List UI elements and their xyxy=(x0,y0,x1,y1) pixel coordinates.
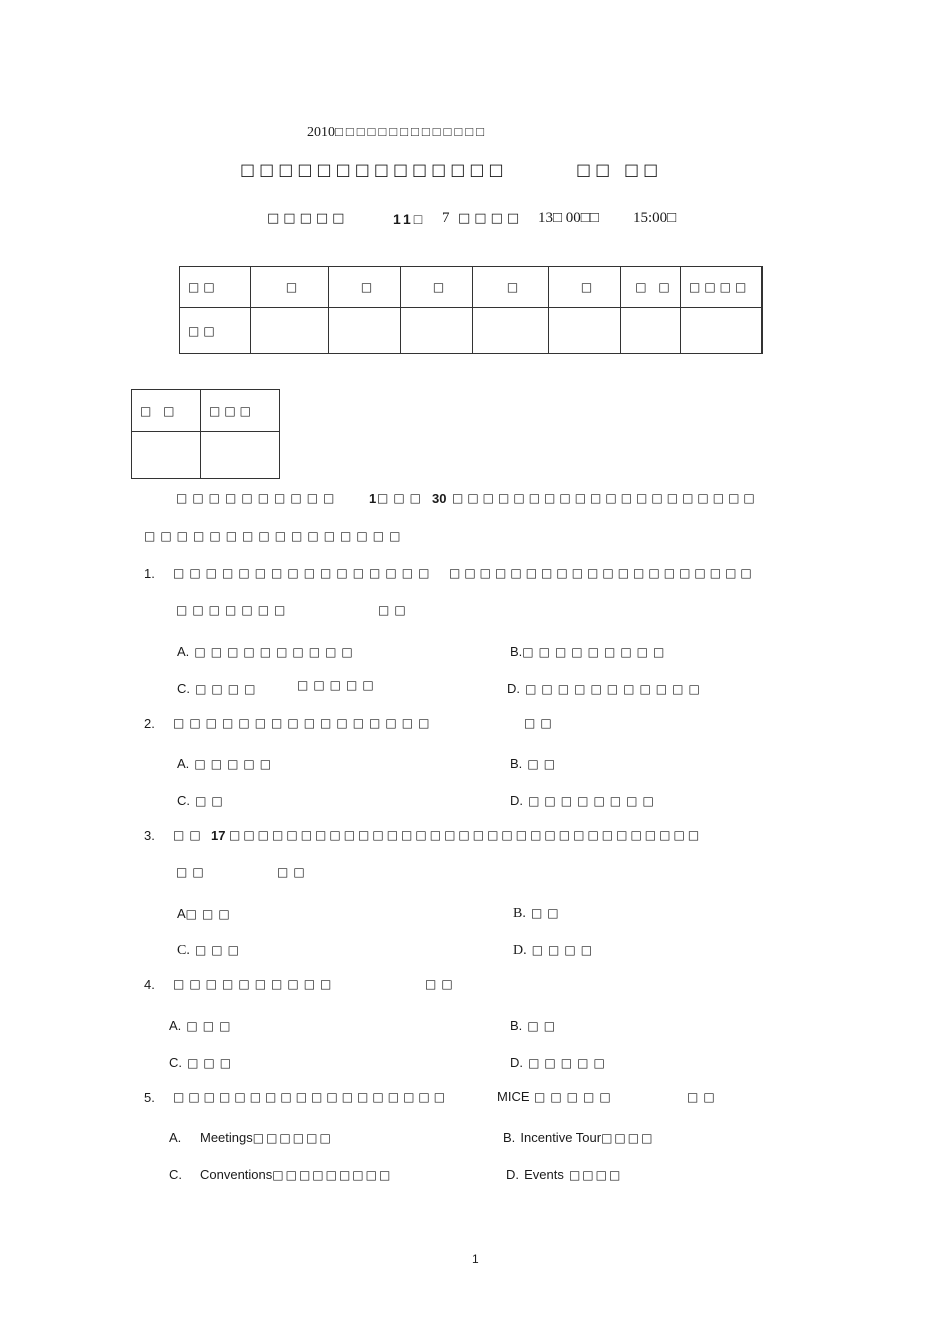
option-label: C. xyxy=(177,681,190,696)
grader-table-cell: □□□ xyxy=(201,390,280,432)
score-table-header-cell: □ xyxy=(251,267,329,308)
question-number: 4. xyxy=(144,977,155,992)
question-text-mice: MICE xyxy=(497,1089,530,1104)
option-d[interactable] xyxy=(506,1164,622,1183)
option-label: D. xyxy=(513,943,527,958)
option-text: □□□□□ xyxy=(528,1056,610,1070)
option-b[interactable] xyxy=(510,1015,560,1034)
option-a[interactable] xyxy=(177,903,235,922)
score-cell[interactable] xyxy=(549,308,621,354)
option-text: □□□□ xyxy=(531,943,598,957)
option-c[interactable] xyxy=(177,790,228,809)
option-text: □□□□ xyxy=(568,1168,623,1182)
option-label: A. xyxy=(177,756,190,771)
option-label: C. xyxy=(177,943,190,958)
option-d[interactable] xyxy=(510,1052,610,1071)
question-number: 2. xyxy=(144,716,155,731)
question-text: □□□□□□□□□□□□□□□□ xyxy=(173,716,435,730)
grader-signature-cell[interactable] xyxy=(201,432,280,479)
question-text: □□ xyxy=(173,828,206,842)
score-table-score-row xyxy=(180,308,763,354)
score-cell[interactable] xyxy=(251,308,329,354)
option-label: B. xyxy=(513,906,526,921)
score-table xyxy=(179,266,763,354)
exam-time-end: 15:00□ xyxy=(633,210,677,226)
question-text: □□□□□□□□□□□□□□□□□□□□□□□□□□□□□□□□□ xyxy=(229,828,703,842)
option-text: □□□□□ xyxy=(194,757,277,771)
option-text-english: Events xyxy=(524,1167,564,1182)
question-text-number: 17 xyxy=(211,828,226,843)
option-d[interactable] xyxy=(513,939,597,959)
score-table-header-cell: □ xyxy=(329,267,401,308)
score-table-header-cell: □ xyxy=(549,267,621,308)
answer-blank: □□ xyxy=(524,716,557,730)
instructions-line1-b: 1 xyxy=(369,491,377,506)
exam-code-label: □□ xyxy=(576,160,615,179)
option-text: □□□ xyxy=(186,1019,236,1033)
option-c[interactable] xyxy=(177,678,260,697)
option-d[interactable] xyxy=(507,678,705,697)
grader-score-cell[interactable] xyxy=(132,432,201,479)
exam-subject-title: □□□□□□□□□□□□□□ xyxy=(240,160,508,179)
exam-year: 2010 xyxy=(307,125,335,140)
option-text: □□□□ xyxy=(195,682,261,696)
instructions-line2: □□□□□□□□□□□□□□□□ xyxy=(144,529,406,543)
option-label: B. xyxy=(510,756,523,771)
question-text: □□□□□□□□□□□□□□□□□□ xyxy=(173,1090,450,1104)
score-table-header-cell: □ xyxy=(473,267,549,308)
instructions-line1-a: □□□□□□□□□□ xyxy=(176,491,340,505)
answer-blank: □□ xyxy=(378,603,411,617)
option-label: D. xyxy=(510,1055,523,1070)
exam-code-value: □□ xyxy=(624,160,663,179)
option-label: B. xyxy=(510,1018,523,1033)
option-a-text[interactable] xyxy=(200,1127,333,1146)
question-number: 1. xyxy=(144,566,155,581)
exam-time-month: 11□ xyxy=(393,211,426,227)
option-text-english: Conventions xyxy=(200,1167,273,1182)
instructions-line1-d: 30 xyxy=(432,491,447,506)
question-text-continued: □□□□□□□ xyxy=(176,603,291,617)
option-text-continued: □□□□□ xyxy=(297,678,379,692)
score-cell[interactable] xyxy=(621,308,681,354)
option-label: D. xyxy=(507,681,520,696)
exam-time-day: 7 xyxy=(442,210,450,226)
question-text: □□□□□□□□□□ xyxy=(173,977,337,991)
option-c[interactable] xyxy=(169,1164,182,1183)
score-table-header-row xyxy=(180,267,763,308)
exam-time-start: 13□ 00□□ xyxy=(538,210,599,226)
score-table-header-cell: □ xyxy=(401,267,473,308)
option-label: A xyxy=(177,906,186,921)
option-text: □□ xyxy=(527,757,561,771)
instructions-line1-e: □□□□□□□□□□□□□□□□□□□□ xyxy=(452,491,759,505)
option-label: C. xyxy=(177,793,190,808)
option-text: □□□□□□□□□ xyxy=(522,645,670,659)
question-text-continued: □□ xyxy=(176,865,209,879)
score-table-score-label: □□ xyxy=(180,308,251,354)
option-label: D. xyxy=(510,793,523,808)
option-a[interactable] xyxy=(177,753,276,772)
score-cell[interactable] xyxy=(681,308,763,354)
score-table-header-cell: □□ xyxy=(180,267,251,308)
option-a[interactable] xyxy=(169,1127,181,1146)
option-text: □□□□□□ xyxy=(252,1131,333,1145)
grader-table xyxy=(131,389,280,479)
score-table-header-cell: □ □ xyxy=(621,267,681,308)
question-number: 3. xyxy=(144,828,155,843)
instructions-line1-c: □□□ xyxy=(377,491,427,505)
option-a[interactable] xyxy=(169,1015,235,1034)
option-text: □□ xyxy=(527,1019,561,1033)
exam-time-day-suffix: □□□□ xyxy=(458,211,524,226)
grader-table-cell: □ □ xyxy=(132,390,201,432)
score-cell[interactable] xyxy=(329,308,401,354)
option-text-english: Incentive Tour xyxy=(520,1130,602,1145)
score-cell[interactable] xyxy=(473,308,549,354)
exam-header-text: □□□□□□□□□□□□□□ xyxy=(335,124,487,139)
answer-blank: □□ xyxy=(425,977,458,991)
option-c[interactable] xyxy=(177,939,244,959)
question-text: □□□□□ xyxy=(534,1090,616,1104)
option-text: □□□ xyxy=(194,943,244,957)
option-label: B. xyxy=(503,1130,516,1145)
option-label: A. xyxy=(169,1130,182,1145)
option-text-english: Meetings xyxy=(200,1130,253,1145)
option-label: B. xyxy=(510,644,523,659)
option-label: A. xyxy=(169,1018,182,1033)
option-b[interactable] xyxy=(513,902,564,922)
option-text: □□□□□□□□□□□ xyxy=(525,682,705,696)
option-a[interactable] xyxy=(177,641,358,660)
option-text: □□□□□□□□□□ xyxy=(194,645,358,659)
option-b[interactable] xyxy=(510,641,669,660)
option-text: □□□□ xyxy=(601,1131,655,1145)
option-d[interactable] xyxy=(510,790,659,809)
option-b[interactable] xyxy=(510,753,560,772)
option-label: C. xyxy=(169,1055,182,1070)
option-text: □□□□□□□□ xyxy=(528,794,659,808)
exam-time-label: □□□□□ xyxy=(267,211,349,226)
option-label: D. xyxy=(506,1167,519,1182)
exam-header-line xyxy=(307,124,487,141)
option-text: □□□ xyxy=(187,1056,237,1070)
option-text: □□□ xyxy=(185,907,235,921)
option-label: A. xyxy=(177,644,190,659)
page-number: 1 xyxy=(472,1252,479,1266)
question-number: 5. xyxy=(144,1090,155,1105)
option-text: □□ xyxy=(530,906,564,920)
option-text: □□ xyxy=(195,794,228,808)
option-c[interactable] xyxy=(169,1052,236,1071)
answer-blank: □□ xyxy=(277,865,310,879)
question-text: □□□□□□□□□□□□□□□□ xyxy=(173,566,435,580)
score-table-header-cell: □□□□ xyxy=(681,267,763,308)
score-cell[interactable] xyxy=(401,308,473,354)
question-text: □□□□□□□□□□□□□□□□□□□□ xyxy=(449,566,756,580)
option-b[interactable] xyxy=(503,1127,654,1146)
option-c-text[interactable] xyxy=(200,1164,392,1183)
option-label: C. xyxy=(169,1167,182,1182)
answer-blank: □□ xyxy=(687,1090,720,1104)
option-text: □□□□□□□□□ xyxy=(272,1168,393,1182)
